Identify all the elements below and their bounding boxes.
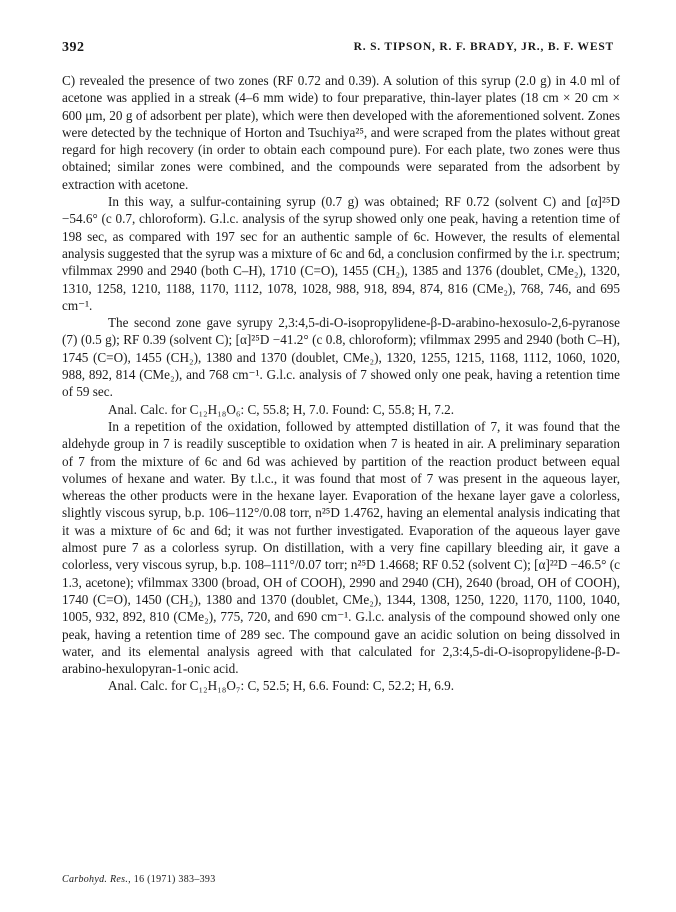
article-body <box>62 72 620 695</box>
analysis-line-1: Anal. Calc. for C₁₂H₁₈O₆: C, 55.8; H, 7.0. Found: C, 55.8; H, 7.2. <box>108 401 455 417</box>
journal-citation-footer <box>62 874 216 885</box>
paragraph-sulfur-syrup: In this way, a sulfur-containing syrup (0.7 g) was obtained; RF 0.72 (solvent C) and [α]²⁵D −54.6° (c 0.7, chloroform). G.l.c. analysis of the syrup showed only one peak, having a retention time of 198 sec, as compared with 197 sec for an authentic sample of 6c. However, the results of elemental analysis suggested that the syrup was a mixture of 6c and 6d, a conclusion confirmed by the i.r. spectrum; νfilmmax 2990 and 2940 (both C–H), 1710 (C=O), 1455 (CH₂), 1385 and 1376 (doublet, CMe₂), 1320, 1310, 1258, 1210, 1188, 1170, 1112, 1078, 1028, 988, 918, 894, 874, 816 (CMe₂), 768, 746, and 695 cm⁻¹. <box>62 194 620 313</box>
running-head-authors: R. S. TIPSON, R. F. BRADY, JR., B. F. WEST <box>353 41 614 53</box>
paragraph-oxidation-repeat: In a repetition of the oxidation, followed by attempted distillation of 7, it was found that the aldehyde group in 7 is readily susceptible to oxidation when 7 is heated in air. A preliminary separation of 7 from the mixture of 6c and 6d was achieved by partition of the reaction product between equal volumes of hexane and water. By t.l.c., it was found that most of 7 was present in the aqueous layer, whereas the other products were in the hexane layer. Evaporation of the hexane layer gave a colorless, slightly viscous syrup, b.p. 106–112°/0.08 torr, n²⁵D 1.4762, having an elemental analysis indicating that it was a mixture of 6c and 6d; it was not further investigated. Evaporation of the aqueous layer gave almost pure 7 as a colorless syrup. On distillation, with a very fine capillary bleeding air, it gave a colorless, very viscous syrup, b.p. 108–111°/0.07 torr; n²⁵D 1.4668; RF 0.52 (solvent C); [α]²²D −46.5° (c 1.3, acetone); νfilmmax 3300 (broad, OH of COOH), 2990 and 2940 (CH), 2640 (broad, OH of COOH), 1740 (C=O), 1450 (CH₂), 1380 and 1370 (doublet, CMe₂), 1344, 1308, 1250, 1220, 1170, 1100, 1040, 1005, 932, 892, 810 (CMe₂), 775, 720, and 690 cm⁻¹. G.l.c. analysis of the compound showed only one peak, having a retention time of 289 sec. The compound gave an acidic solution on being dissolved in water, and its elemental analysis agreed with that calculated for 2,3:4,5-di-O-isopropylidene-β-D-arabino-hexulopyran-1-onic acid. <box>62 418 620 677</box>
page-number: 392 <box>62 40 85 55</box>
volume-pages: 16 (1971) 383–393 <box>133 874 216 885</box>
paragraph-zone-separation: C) revealed the presence of two zones (RF 0.72 and 0.39). A solution of this syrup (2.0 g) in 4.0 ml of acetone was applied in a streak (4–6 mm wide) to four preparative, thin-layer plates (18 cm × 20 cm × 600 μm, 20 g of adsorbent per plate), which were then developed with the aforementioned solvent. Zones were detected by the technique of Horton and Tsuchiya²⁵, and were scraped from the plates without great regard for high recovery (in order to obtain each compound pure). For each plate, two zones were thus obtained; similar zones were combined, and the compounds were separated from the adsorbent by extraction with acetone. <box>62 73 620 192</box>
paragraph-second-zone: The second zone gave syrupy 2,3:4,5-di-O-isopropylidene-β-D-arabino-hexosulo-2,6-pyranose (7) (0.5 g); RF 0.39 (solvent C); [α]²⁵D −41.2° (c 0.8, chloroform); νfilmmax 2995 and 2940 (both C–H), 1745 (C=O), 1455 (CH₂), 1380 and 1370 (doublet, CMe₂), 1320, 1255, 1215, 1168, 1112, 1060, 1020, 988, 892, 814 (CMe₂), and 768 cm⁻¹. G.l.c. analysis of 7 showed only one peak, having a retention time of 59 sec. <box>62 315 620 400</box>
journal-name: Carbohyd. Res., <box>62 874 131 885</box>
analysis-line-2: Anal. Calc. for C₁₂H₁₈O₇: C, 52.5; H, 6.6. Found: C, 52.2; H, 6.9. <box>108 678 455 694</box>
